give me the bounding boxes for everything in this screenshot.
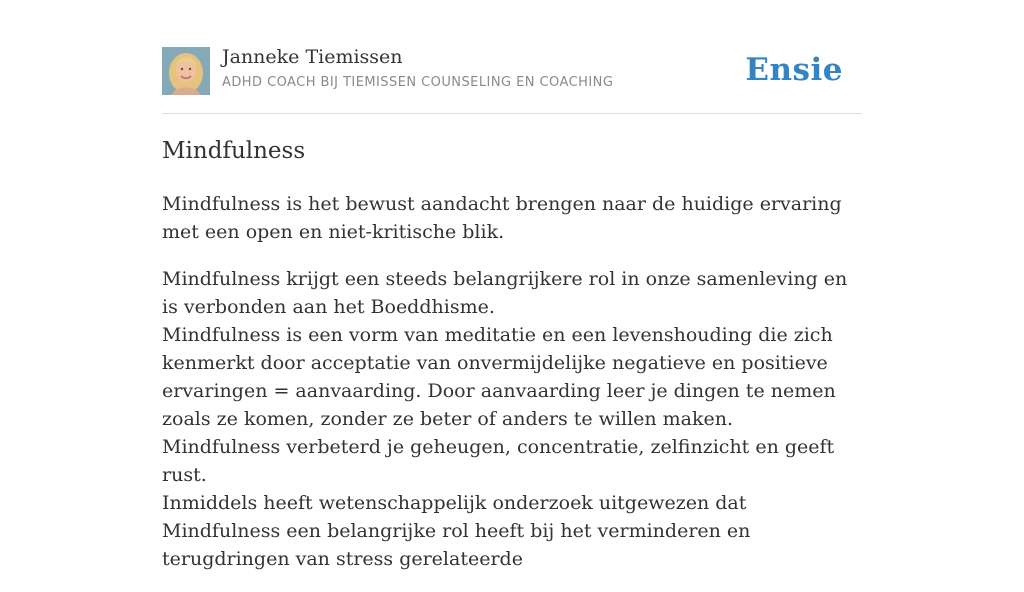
author-name[interactable]: Janneke Tiemissen <box>222 46 403 68</box>
avatar-photo-icon <box>162 47 210 95</box>
article-body <box>162 190 862 592</box>
brand-logo[interactable]: Ensie <box>745 52 843 88</box>
article-sentence: Mindfulness is een vorm van meditatie en een levenshouding die zich kenmerkt door acceptatie van onvermijdelijke negatieve en positieve ervaringen = aanvaarding. Door aanvaarding leer je dingen te nemen zoals ze komen, zonder ze beter of anders te willen maken. <box>162 324 836 430</box>
author-role: ADHD COACH BIJ TIEMISSEN COUNSELING EN COACHING <box>222 75 614 90</box>
header-divider <box>162 113 862 114</box>
article-paragraph: Mindfulness is het bewust aandacht brengen naar de huidige ervaring met een open en niet-kritische blik. <box>162 193 842 243</box>
author-header <box>162 46 862 96</box>
article-sentence: Mindfulness krijgt een steeds belangrijkere rol in onze samenleving en is verbonden aan het Boeddhisme. <box>162 268 848 318</box>
article-sentence: Inmiddels heeft wetenschappelijk onderzoek uitgewezen dat Mindfulness een belangrijke rol heeft bij het verminderen en terugdringen van stress gerelateerde <box>162 492 751 570</box>
avatar[interactable] <box>162 47 210 95</box>
page-title: Mindfulness <box>162 138 306 164</box>
article-paragraph <box>162 265 862 573</box>
article-sentence: Mindfulness verbeterd je geheugen, concentratie, zelfinzicht en geeft rust. <box>162 436 835 486</box>
